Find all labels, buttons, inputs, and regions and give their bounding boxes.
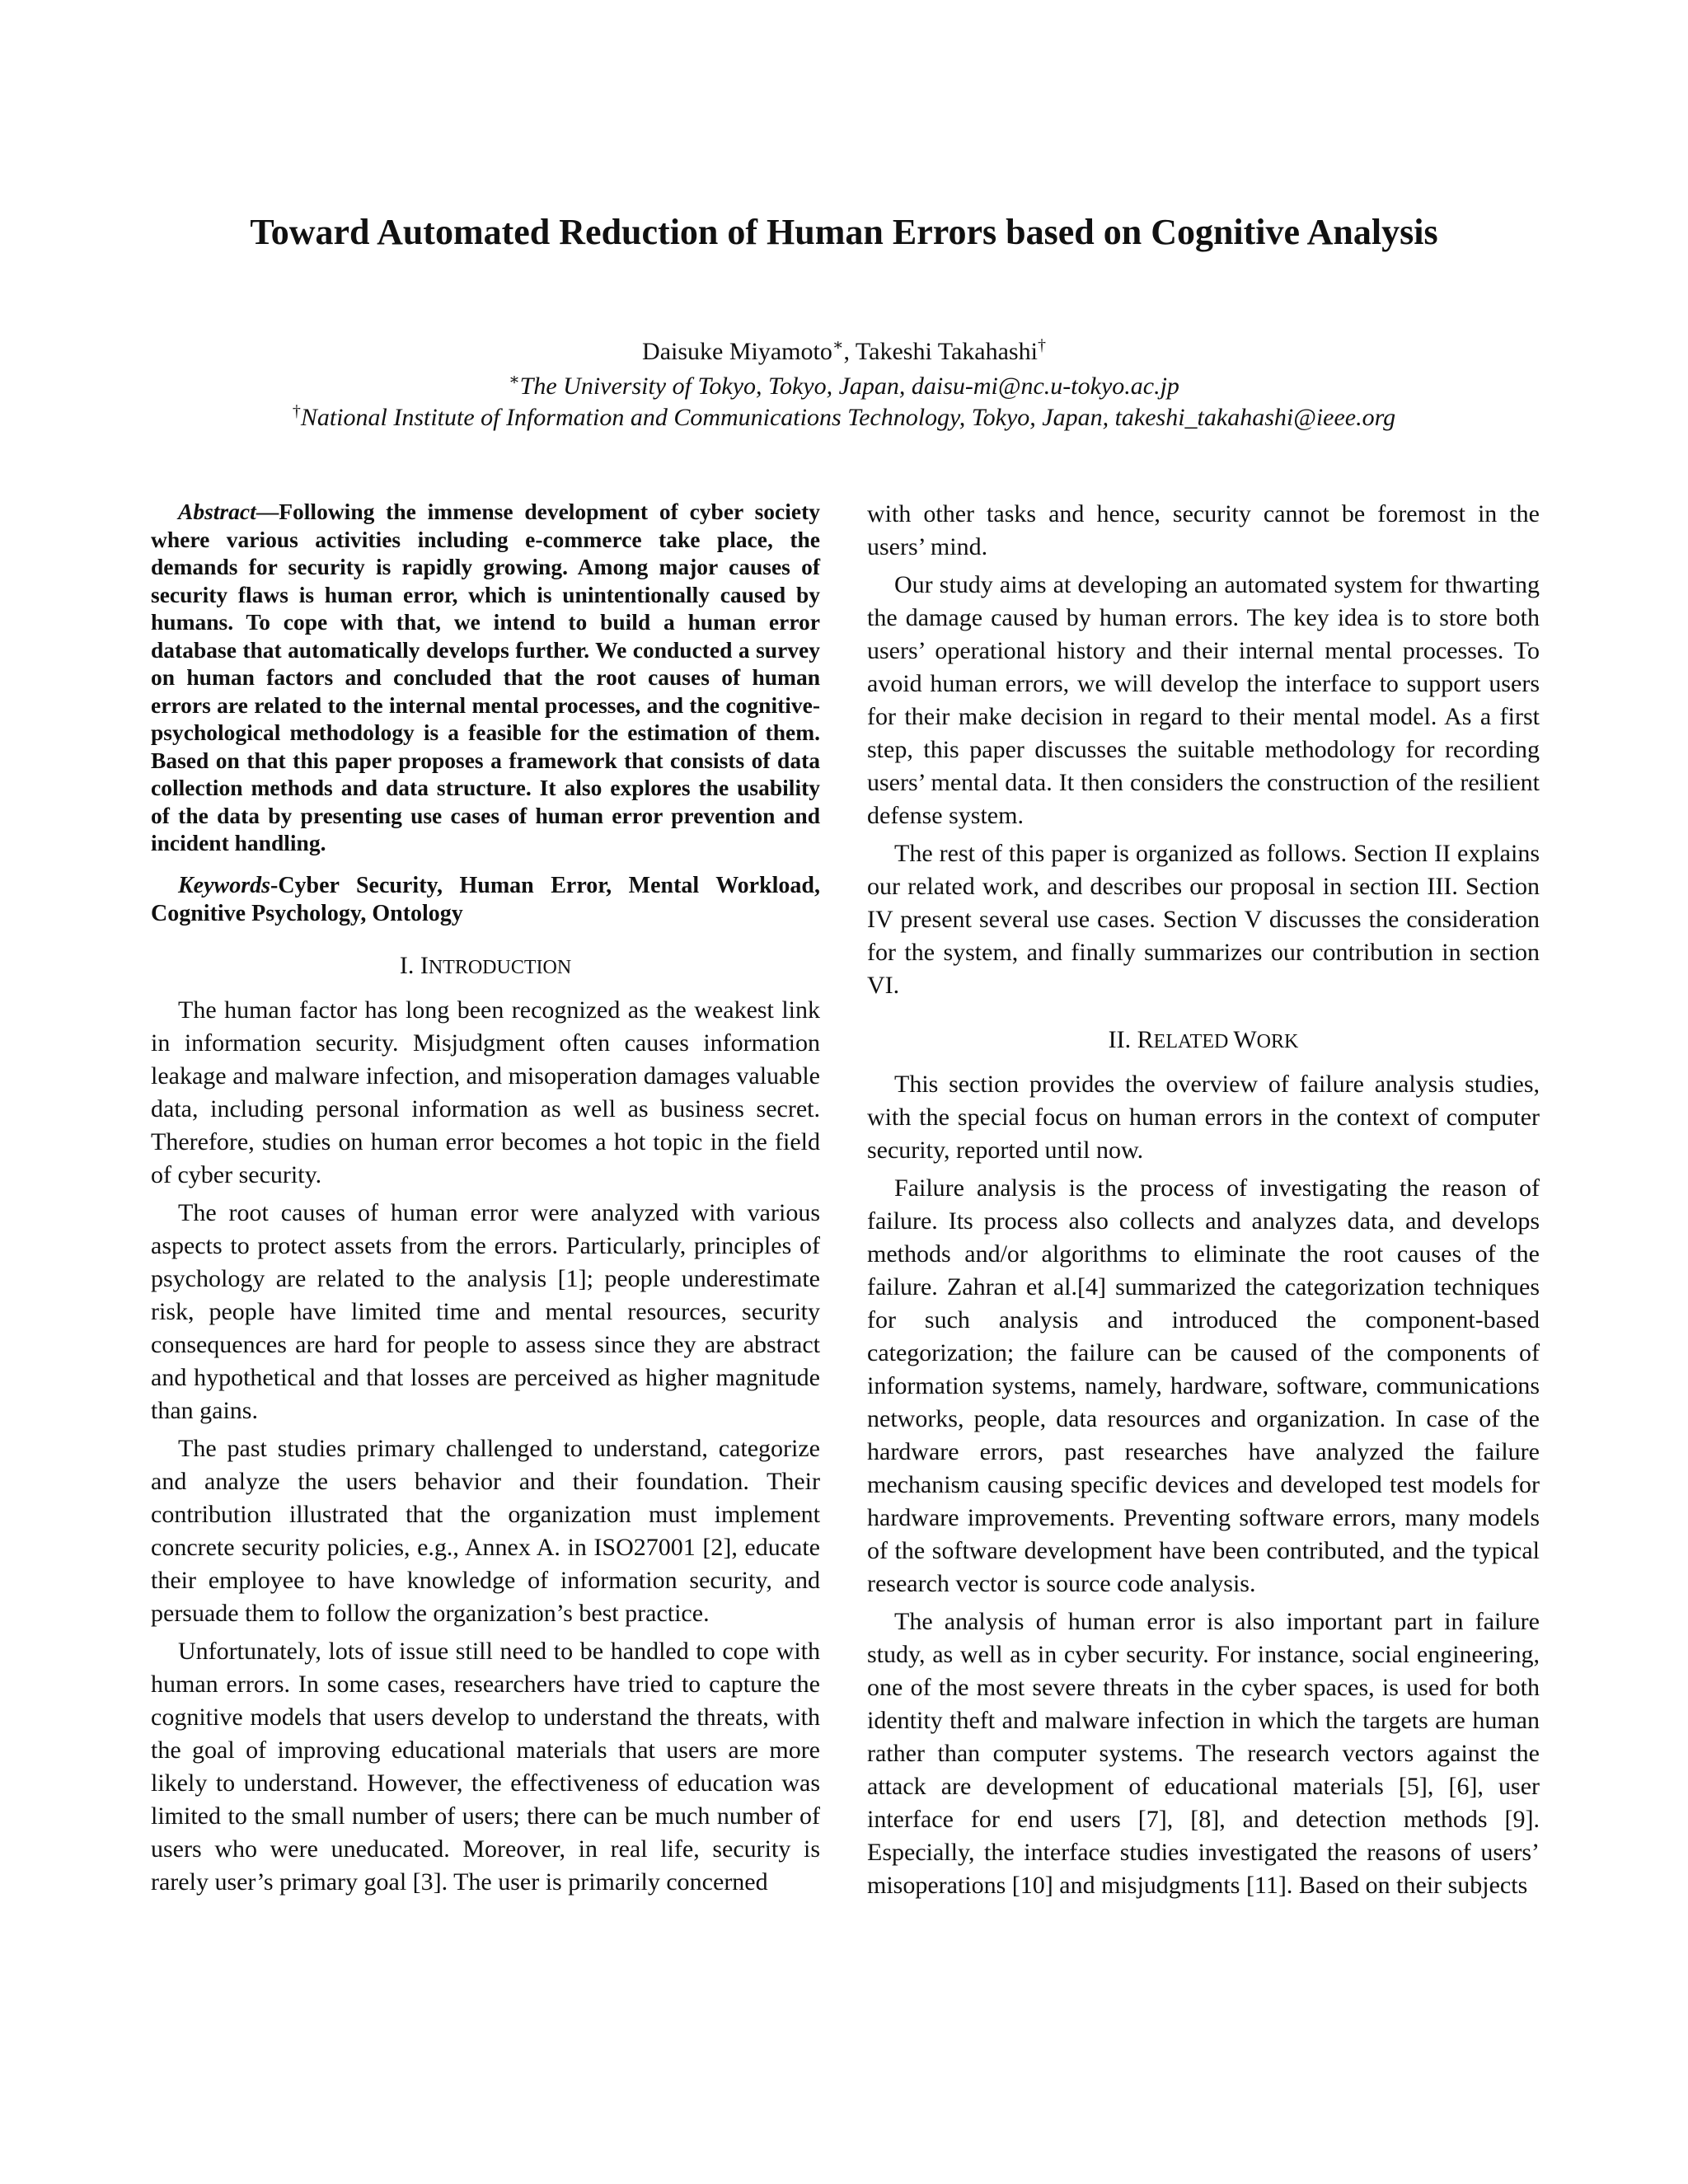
- author-2-mark: †: [1037, 336, 1046, 354]
- abstract-lead: Abstract: [178, 499, 256, 524]
- keywords-text: -Cyber Security, Human Error, Mental Workload, Cognitive Psychology, Ontology: [151, 872, 820, 926]
- right-column: [867, 498, 1540, 1902]
- section-title-initial: I: [420, 951, 429, 979]
- section-number: I.: [399, 951, 415, 979]
- affiliation-1-mark: ∗: [509, 371, 520, 389]
- section-title-rest: ELATED: [1153, 1031, 1234, 1052]
- intro-continuation: with other tasks and hence, security cannot be foremost in the users’ mind.: [867, 500, 1540, 560]
- intro-paragraph-1: The human factor has long been recognized as the weakest link in information security. Misjudgment often causes information leakage and malware infection, and misoperation damages valuable data, including personal information as well as business secret. Therefore, studies on human error becomes a hot topic in the field of cyber security.: [151, 996, 820, 1188]
- author-line: [0, 336, 1688, 368]
- abstract-text: —Following the immense development of cyber society where various activities including e-commerce take place, the demands for security is rapidly growing. Among major causes of security flaws is human error, which is unintentionally caused by humans. To cope with that, we intend to build a human error database that automatically develops further. We conducted a survey on human factors and concluded that the root causes of human errors are related to the internal mental processes, and the cognitive-psychological methodology is a feasible for the estimation of them. Based on that this paper proposes a framework that consists of data collection methods and data structure. It also explores the usability of the data by presenting use cases of human error prevention and incident handling.: [151, 499, 820, 855]
- paper-title: Toward Automated Reduction of Human Errors based on Cognitive Analysis: [250, 212, 1438, 252]
- section-title-initial: R: [1137, 1026, 1154, 1053]
- affiliation-2: [0, 402, 1688, 434]
- section-title-rest: NTRODUCTION: [428, 956, 572, 978]
- affiliation-2-mark: †: [292, 402, 301, 420]
- section-title-initial-2: W: [1233, 1026, 1257, 1053]
- author-1-mark: ∗: [832, 336, 844, 354]
- related-paragraph-3: The analysis of human error is also important part in failure study, as well as in cyber security. For instance, social engineering, one of the most severe threats in the cyber spaces, is used for both identity theft and malware infection in which the targets are human rather than computer systems. The research vectors against the attack are development of educational materials [5], [6], user interface for end users [7], [8], and detection methods [9]. Especially, the interface studies investigated the reasons of users’ misoperations [10] and misjudgments [11]. Based on their subjects: [867, 1608, 1540, 1899]
- affiliation-2-text: National Institute of Information and Communications Technology, Tokyo, Japan, takeshi_takahashi@ieee.org: [300, 404, 1396, 431]
- intro-paragraph-6: The rest of this paper is organized as follows. Section II explains our related work, and describes our proposal in section III. Section IV present several use cases. Section V discusses the consideration for the system, and finally summarizes our contribution in section VI.: [867, 840, 1540, 999]
- left-column: [151, 498, 820, 1899]
- affiliation-1-text: The University of Tokyo, Tokyo, Japan, daisu-mi@nc.u-tokyo.ac.jp: [519, 373, 1179, 400]
- keywords-lead: Keywords: [178, 872, 270, 898]
- author-2: , Takeshi Takahashi: [843, 338, 1038, 365]
- keywords: [151, 872, 820, 928]
- section-title-rest-2: ORK: [1256, 1031, 1299, 1052]
- section-heading-introduction: [151, 949, 820, 984]
- related-paragraph-2: Failure analysis is the process of investigating the reason of failure. Its process also collects and analyzes data, and develops methods and/or algorithms to eliminate the root causes of the failure. Zahran et al.[4] summarized the categorization techniques for such analysis and introduced the component-based categorization; the failure can be caused of the components of information systems, namely, hardware, software, communications networks, people, data resources and organization. In case of the hardware errors, past researches have analyzed the failure mechanism causing specific devices and developed test models for hardware improvements. Preventing software errors, many models of the software development have been contributed, and the typical research vector is source code analysis.: [867, 1174, 1540, 1597]
- section-number: II.: [1108, 1026, 1132, 1053]
- author-1: Daisuke Miyamoto: [642, 338, 832, 365]
- intro-paragraph-2: The root causes of human error were analyzed with various aspects to protect assets from the errors. Particularly, principles of psychology are related to the analysis [1]; people underestimate risk, people have limited time and mental resources, security consequences are hard for people to assess since they are abstract and hypothetical and that losses are perceived as higher magnitude than gains.: [151, 1198, 820, 1424]
- abstract: [151, 498, 820, 857]
- affiliation-1: [0, 371, 1688, 402]
- section-heading-related-work: [867, 1024, 1540, 1058]
- intro-paragraph-3: The past studies primary challenged to understand, categorize and analyze the users behavior and their foundation. Their contribution illustrated that the organization must implement concrete security policies, e.g., Annex A. in ISO27001 [2], educate their employee to have knowledge of information security, and persuade them to follow the organization’s best practice.: [151, 1434, 820, 1627]
- intro-paragraph-4: Unfortunately, lots of issue still need to be handled to cope with human errors. In some cases, researchers have tried to capture the cognitive models that users develop to understand the threats, with the goal of improving educational materials that users are more likely to understand. However, the effectiveness of education was limited to the small number of users; there can be much number of users who were uneducated. Moreover, in real life, security is rarely user’s primary goal [3]. The user is primarily concerned: [151, 1637, 820, 1896]
- intro-paragraph-5: Our study aims at developing an automated system for thwarting the damage caused by human errors. The key idea is to store both users’ operational history and their internal mental processes. To avoid human errors, we will develop the interface to support users for their make decision in regard to their mental model. As a first step, this paper discusses the suitable methodology for recording users’ mental data. It then considers the construction of the resilient defense system.: [867, 571, 1540, 829]
- related-paragraph-1: This section provides the overview of failure analysis studies, with the special focus on human errors in the context of computer security, reported until now.: [867, 1071, 1540, 1164]
